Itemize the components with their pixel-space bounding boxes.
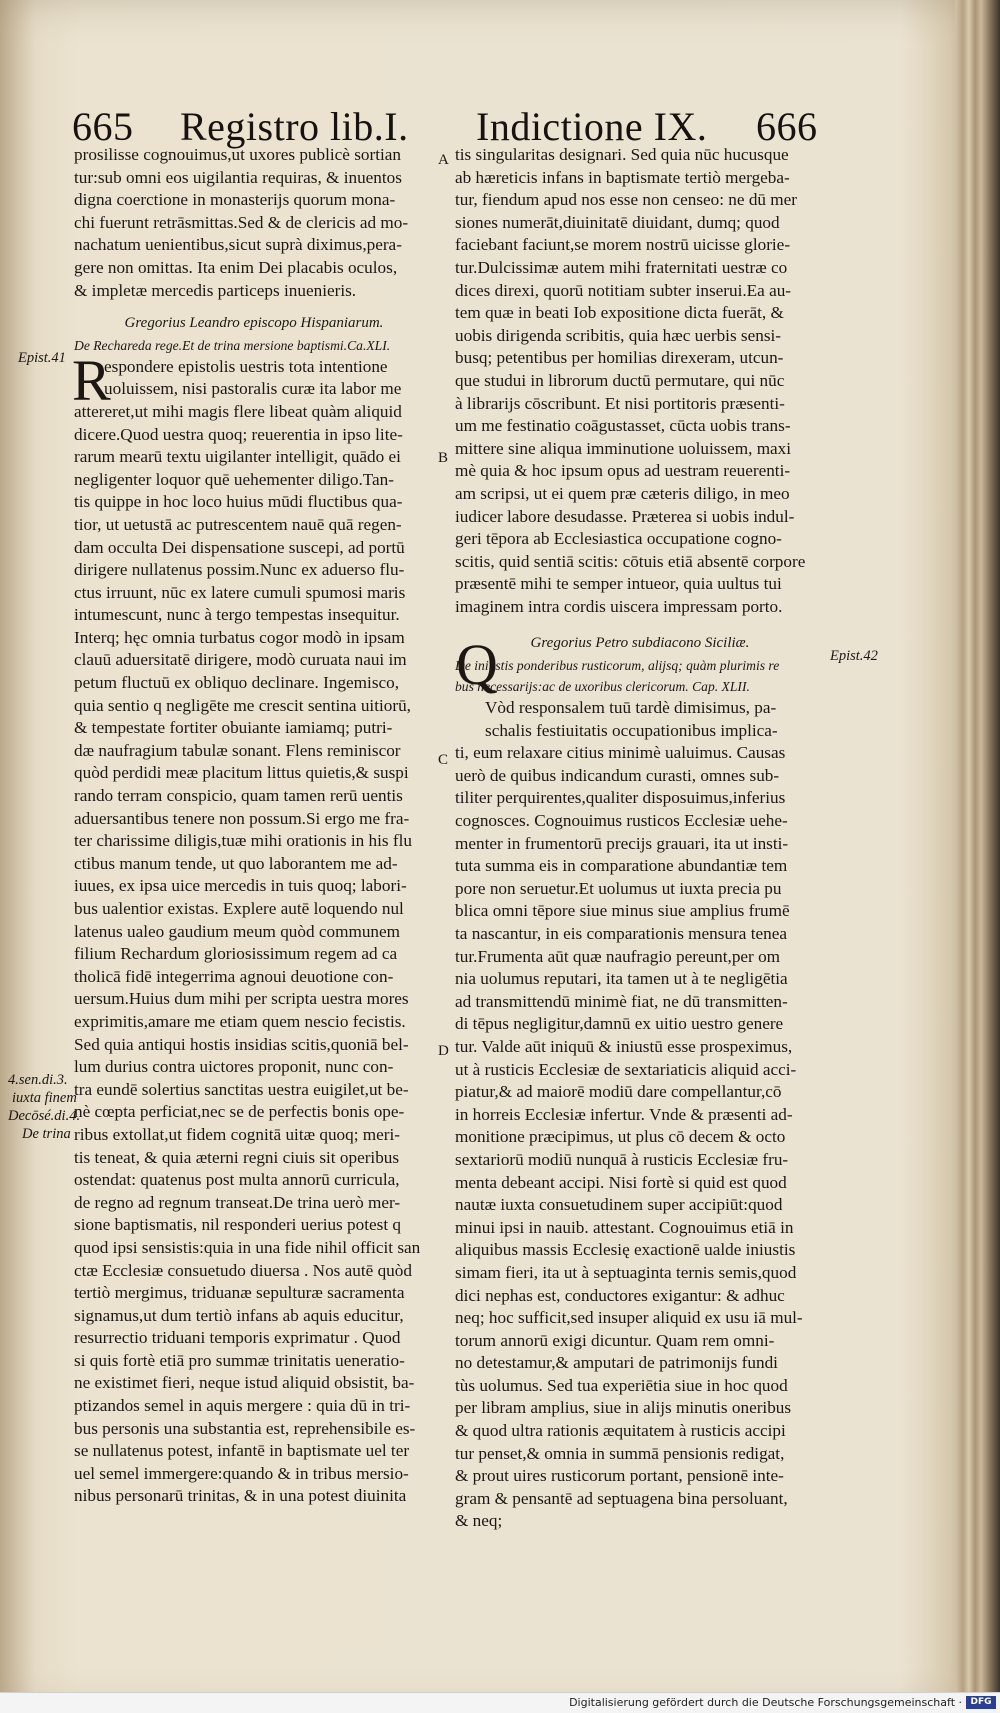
letter-42-line: piatur,& ad maiorē modiū dare compellantur,cō [455, 1082, 782, 1102]
letter-41-line: tholicā fidē integerrima agnoui deuotione con- [74, 966, 394, 986]
letter-42-line: tùs uolumus. Sed tua experiētia siue in hoc quod [455, 1375, 788, 1395]
letter-42-line: Vòd responsalem tuū tardè dimisimus, pa- [485, 698, 777, 718]
letter-41-line: tertiò mergimus, triduanæ sepulturæ sacramenta [74, 1283, 405, 1303]
letter-41-line: intumescunt, nunc à tergo tempestas insequitur. [74, 605, 400, 625]
left-column-top-text [74, 144, 434, 302]
letter-41-line: petum fluctuū ex obliquo declinare. Ingemisco, [74, 673, 400, 693]
right-top-line: um me festinatio coāgustasset, cūcta uobis trans- [455, 416, 791, 436]
section-letter-b: B [438, 450, 449, 466]
right-top-line: tur.Dulcissimæ autem mihi fraternitati uestræ co [455, 257, 788, 277]
letter-42-line: sextariorū modiū nunquā à rusticis Ecclesiæ fru- [455, 1149, 789, 1169]
letter-41-line: rarum mearū textu uigilanter intelligit, quādo ei [74, 447, 401, 467]
right-top-line: imaginem intra cordis uiscera impressam porto. [455, 596, 783, 616]
letter-42-line: simam fieri, ita ut à septuaginta ternis semis,quod [455, 1262, 797, 1282]
right-top-line: mè quia & hoc ipsum opus ad uestram reuerenti- [455, 461, 791, 481]
letter-41-line: clauū aduersitatē dirigere, modò curuata naui im [74, 650, 407, 670]
letter-41-line: tra eundē solertius sanctitas uestra euigilet,ut be- [74, 1079, 409, 1099]
drop-cap-r: R [72, 348, 111, 413]
letter-41-line: resurrectio triduani temporis exprimatur . Quod [74, 1328, 401, 1348]
letter-41-line: ne existimet fieri, neque istud aliquid obsistit, ba- [74, 1373, 415, 1393]
letter-42-line: & neq; [455, 1511, 503, 1531]
letter-41-line: & tempestate fortiter obuiante iamiamq; putri- [74, 718, 393, 738]
letter-41-line: tis teneat, & quia æterni regni ciuis sit operibus [74, 1147, 400, 1167]
margin-note-epist-42: Epist.42 [830, 648, 878, 664]
letter-41-line: quod ipsi sensistis:quia in una fide nihil officit san [74, 1237, 421, 1257]
letter-41-line: attereret,ut mihi magis flere libeat quàm aliquid [74, 401, 402, 421]
letter-41-line: ptizandos semel in aquis mergere : quia dū in tri- [74, 1396, 411, 1416]
letter-42-line: & prout uires rusticorum portant, pensionē inte- [455, 1466, 784, 1486]
right-top-line: tur, fiendum apud nos esse non censeo: ne dū mer [455, 190, 798, 210]
left-top-line: gere non omittas. Ita enim Dei placabis oculos, [74, 257, 398, 277]
section-letter-a: A [438, 152, 449, 168]
letter-42-line: aliquibus massis Ecclesię exactionē ualde iniustis [455, 1240, 796, 1260]
right-top-line: à librarijs cōscribunt. Et nisi portitoris præsenti- [455, 393, 785, 413]
right-top-line: siones numerāt,diuinitatē diuidant, dumq; quod [455, 212, 780, 232]
letter-41-line: ostendat: quatenus post multa annorū curricula, [74, 1170, 400, 1190]
letter-42-line: per libram amplius, siue in alijs minutis oneribus [455, 1398, 792, 1418]
letter-42-line: minui ipsi in nauib. attestant. Cognouimus etiā in [455, 1217, 794, 1237]
letter-41-line: aduersantibus tenere non possum.Si ergo me fra- [74, 808, 410, 828]
section-letter-d: D [438, 1043, 449, 1059]
page-stack-edge [955, 0, 1000, 1712]
letter-42-subheading-1: De iniustis ponderibus rusticorum, alijsq; quàm plurimis re [455, 658, 780, 674]
letter-42-line: ad transmittendū minimè fiat, ne dū transmitten- [455, 991, 788, 1011]
right-top-line: mittere sine aliqua imminutione uoluissem, maxi [455, 438, 792, 458]
letter-41-line: ribus extollat,ut fidem cognitā uitæ quoq; meri- [74, 1124, 401, 1144]
right-top-line: tem quæ in beati Iob expositione dicta fuerāt, & [455, 303, 784, 323]
letter-42-line: uerò de quibus indicandum curasti, omnes sub- [455, 765, 780, 785]
right-top-line: præsentē mihi te semper intueor, quia uultus tui [455, 574, 782, 594]
letter-41-line: exprimitis,amare me etiam quem nescio fecistis. [74, 1011, 406, 1031]
letter-41-line: Interq; hęc omnia turbatus cogor modò in ipsam [74, 627, 405, 647]
letter-41-line: filium Rechardum gloriosissimum regem ad ca [74, 944, 398, 964]
right-top-line: uobis dirigenda scribitis, quia hæc uerbis sensi- [455, 325, 782, 345]
letter-41-line: bus ualentior existas. Explere autē loquendo nul [74, 899, 404, 918]
right-top-line: ab hæreticis infans in baptismate tertiò mergeba- [455, 167, 790, 187]
letter-42-line: ta nascantur, in eis comparationis mensura tenea [455, 924, 787, 943]
letter-42-line: di tēpus negligitur,damnū ex uitio uestro genere [455, 1014, 784, 1034]
margin-note-decretal-2: iuxta finem [12, 1090, 77, 1106]
letter-42-line: ut à rusticis Ecclesiæ de sextariaticis aliquid acci- [455, 1059, 797, 1079]
right-column-top-text [455, 144, 825, 618]
letter-41-line: bus personis una substantia est, reprehensibile es- [74, 1418, 416, 1438]
margin-note-decretal-4: De trina [22, 1126, 71, 1142]
margin-note-decretal-3: Decōsé.di.4. [8, 1108, 81, 1124]
letter-41-line: tior, ut uetustā ac putrescentem nauē quā regen- [74, 514, 402, 534]
letter-41-line: lum durius contra uictores proponit, nunc con- [74, 1057, 394, 1077]
left-top-line: digna coerctione in monasterijs quorum mona- [74, 190, 396, 210]
letter-41-line: negligenter loquor quē uehementer diligo.Tan- [74, 469, 394, 489]
letter-41-line: signamus,ut dum tertiò infans ab aquis educitur, [74, 1305, 404, 1325]
left-top-line: nachatum uenientibus,sicut suprà diximus,pera- [74, 235, 402, 255]
right-top-line: iudicer labore desudasse. Præterea si uobis indul- [455, 506, 795, 526]
margin-note-epist-41: Epist.41 [18, 350, 66, 366]
left-column [74, 144, 434, 1508]
letter-41-line: Sed quia antiqui hostis insidias scitis,quoniā bel- [74, 1034, 409, 1054]
letter-41-line: quia sentio q negligēte me crescit sentina uitiorū, [74, 695, 411, 715]
letter-41-line: uersum.Huius dum mihi per scripta uestra mores [74, 989, 409, 1009]
letter-42-line: tuta summa eis in comparatione abundantiæ tem [455, 856, 788, 876]
letter-41-line: si quis fortè etiā pro summæ trinitatis ueneratio- [74, 1350, 405, 1370]
letter-41-line: ctæ Ecclesiæ consuetudo diuersa . Nos autē quòd [74, 1260, 412, 1280]
left-top-line: chi fuerunt retrāsmittas.Sed & de clericis ad mo- [74, 212, 409, 232]
letter-41-line: nè cœpta perficiat,nec se de perfectis bonis ope- [74, 1102, 405, 1122]
letter-41-line: ter charissime diligis,tuæ mihi orationis in his flu [74, 831, 412, 851]
left-top-line: tur:sub omni eos uigilantia requiras, & inuentos [74, 167, 402, 187]
letter-42-line: menter in frumentorū precijs grauari, ita ut insti- [455, 833, 789, 853]
letter-41-line: dam occulta Dei dispensatione suscepi, ad portū [74, 537, 405, 557]
letter-42-line: menta debeant accipi. Nisi fortè si quid est quod [455, 1172, 787, 1192]
right-top-line: dices direxi, quorū notitiam subter inserui.Ea au- [455, 280, 792, 300]
letter-41-line: dicere.Quod uestra quoq; reuerentia in ipso lite- [74, 424, 403, 444]
letter-42-subheading-2: bus necessarijs:ac de uxoribus clericorum. Cap. XLII. [455, 679, 750, 695]
section-letter-c: C [438, 752, 449, 768]
dfg-logo: DFG [966, 1696, 996, 1709]
letter-41-line: ctus irruunt, nūc ex latere cumuli spumosi maris [74, 582, 406, 602]
right-top-line: geri tēpora ab Ecclesiastica occupatione cogno- [455, 529, 782, 549]
left-top-line: & impletæ mercedis particeps inuenieris. [74, 280, 357, 300]
digitization-footer [0, 1692, 1000, 1713]
letter-41-line: ctibus manum tende, ut quo laborantem me ad- [74, 853, 398, 873]
right-top-line: am scripsi, ut ei quem præ cæteris diligo, in meo [455, 483, 790, 503]
right-column [455, 144, 825, 1533]
letter-41-line: tis quippe in hoc loco huius mūdi fluctibus qua- [74, 492, 403, 512]
letter-41-line: de regno ad regnum transeat.De trina uerò mer- [74, 1192, 401, 1212]
letter-42-line: tur.Frumenta aūt quæ naufragio pereunt,per om [455, 946, 781, 966]
letter-42-line: tiliter perquirentes,qualiter disposuimus,inferius [455, 788, 786, 808]
letter-42-line: nautæ iuxta consuetudinem super accipiūt:quod [455, 1195, 783, 1215]
right-top-line: busq; petentibus per homilias direxeram, utcun- [455, 348, 784, 368]
letter-41-line: uel semel immergere:quando & in tribus mersio- [74, 1463, 409, 1483]
letter-42-line: monitione præcipimus, ut plus cō decem & octo [455, 1127, 786, 1147]
letter-41-line: iuues, ex ipsa uice mercedis in tuis quoq; labori- [74, 876, 407, 896]
right-top-line: tis singularitas designari. Sed quia nūc hucusque [455, 145, 789, 164]
letter-42-line: dici nephas est, conductores exigantur: & adhuc [455, 1285, 785, 1305]
right-top-line: faciebant faciunt,se morem nostrū uicisse glorie- [455, 235, 791, 255]
right-top-line: que studui in librorum ductū permutare, qui nūc [455, 370, 785, 390]
letter-42-line: gram & pensantē ad septuagena bina persoluant, [455, 1488, 788, 1508]
right-page-number: 666 [756, 104, 818, 149]
letter-42-line: tur penset,& omnia in summā pensionis redigat, [455, 1443, 785, 1463]
letter-42-line: ti, eum relaxare citius minimè ualuimus. Causas [455, 743, 786, 763]
letter-42-line: cognosces. Cognouimus rusticos Ecclesiæ uehe- [455, 811, 788, 831]
letter-42-line: blica omni tēpore siue minus siue amplius frumē [455, 901, 790, 921]
letter-41-line: uoluissem, nisi pastoralis curæ ita labor me [104, 379, 402, 399]
right-running-title: Indictione IX. [476, 104, 708, 149]
letter-41-line: espondere epistolis uestris tota intentione [104, 356, 388, 376]
margin-note-decretal-1: 4.sen.di.3. [8, 1072, 68, 1088]
funding-notice: Digitalisierung gefördert durch die Deutsche Forschungsgemeinschaft · [569, 1696, 962, 1709]
letter-42-line: & quod ultra rationis æquitatem à rusticis accipi [455, 1421, 786, 1441]
letter-41-line: sione baptismatis, nil responderi uerius potest q [74, 1215, 401, 1235]
letter-42-line: neq; hoc sufficit,sed insuper aliquid ex usu iā mul- [455, 1308, 803, 1328]
letter-42-line: nia uolumus reputari, ita tamen ut à te negligētia [455, 969, 788, 989]
letter-41-line: se nullatenus potest, infantē in baptismate uel ter [74, 1441, 410, 1461]
letter-42-line: torum annorū exigi dicuntur. Quam rem omni- [455, 1330, 775, 1350]
letter-42-line: pore non seruetur.Et uolumus ut iuxta precia pu [455, 878, 782, 898]
left-page-number: 665 [72, 104, 134, 149]
letter-41-heading: Gregorius Leandro episcopo Hispaniarum. [124, 315, 384, 332]
drop-cap-q: Q [456, 632, 498, 697]
letter-41-line: nibus personarū trinitas, & in una potest diuinita [74, 1486, 407, 1506]
right-top-line: scitis, quid sentiā scitis: cōtuis etiā absentē corpore [455, 551, 806, 571]
letter-41-body [74, 356, 434, 1508]
letter-42-line: in horreis Ecclesiæ infertur. Vnde & præsenti ad- [455, 1104, 793, 1124]
letter-41-subheading: De Rechareda rege.Et de trina mersione baptismi.Ca.XLI. [74, 337, 391, 353]
letter-42-heading: Gregorius Petro subdiacono Siciliæ. [530, 635, 750, 652]
letter-42-line: schalis festiuitatis occupationibus implica- [485, 720, 778, 740]
letter-41-line: quòd perdidi meæ placitum littus quietis,& suspi [74, 763, 409, 783]
letter-41-line: latenus ualeo gaudium meum quòd communem [74, 921, 401, 941]
left-top-line: prosilisse cognouimus,ut uxores publicè sortian [74, 145, 401, 164]
letter-42-line: no detestamur,& amputari de patrimonijs fundi [455, 1353, 778, 1373]
letter-41-line: dirigere nullatenus possim.Nunc ex aduerso flu- [74, 560, 405, 580]
letter-41-line: dæ naufragium tabulæ sonant. Flens reminiscor [74, 740, 401, 760]
letter-42-body [455, 697, 825, 1533]
letter-41-line: rando terram conspicio, quam tamen rerū uentis [74, 786, 403, 806]
letter-42-line: tur. Valde aūt iniquū & iniustū esse prospeximus, [455, 1036, 793, 1056]
left-running-title: Registro lib.I. [180, 104, 409, 149]
